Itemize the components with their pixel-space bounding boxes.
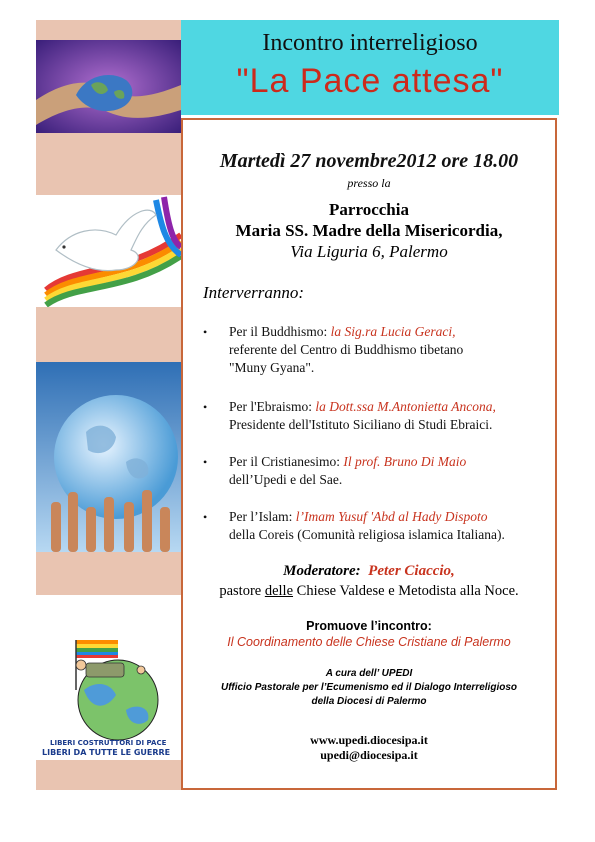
speaker-detail: dell’Upedi e del Sae.: [229, 472, 343, 487]
event-church: Maria SS. Madre della Misericordia,: [235, 221, 503, 240]
speaker-prefix: Per l’Islam:: [229, 509, 296, 524]
bullet-icon: •: [203, 455, 208, 469]
globe-hands-image: [36, 362, 181, 552]
curated-diocese: della Diocesi di Palermo: [311, 696, 427, 707]
speaker-name: Il prof. Bruno Di Maio: [343, 454, 467, 469]
illustration-caption-2: LIBERI COSTRUTTORI DI PACE: [50, 739, 167, 747]
curated-by: A cura dell’ UPEDI: [325, 668, 413, 679]
speaker-item: [203, 323, 553, 377]
event-details-box: [181, 118, 557, 790]
speaker-name: l’Imam Yusuf 'Abd al Hady Dispoto: [295, 509, 488, 524]
event-date: Martedì 27 novembre2012 ore 18.00: [219, 150, 519, 172]
illustration-caption: LIBERI DA TUTTE LE GUERRE: [42, 748, 171, 757]
header-title: "La Pace attesa": [236, 62, 504, 100]
event-presso: presso la: [347, 176, 391, 190]
hands-earth-image: [36, 40, 181, 133]
website-link[interactable]: www.upedi.diocesipa.it: [310, 733, 428, 747]
peace-illustration-image: [36, 595, 181, 760]
speaker-item: [203, 398, 553, 434]
promoter-name: Il Coordinamento delle Chiese Cristiane di Palermo: [227, 635, 511, 649]
bullet-icon: •: [203, 325, 208, 339]
speaker-detail: "Muny Gyana".: [229, 360, 315, 375]
email-link[interactable]: upedi@diocesipa.it: [320, 748, 418, 762]
moderator-role-underlined: delle: [264, 583, 294, 599]
moderator-role: [183, 583, 555, 600]
bullet-icon: •: [203, 400, 208, 414]
moderator-label: Moderatore:: [283, 563, 361, 579]
moderator-role-pre: pastore: [219, 583, 265, 599]
speaker-prefix: Per l'Ebraismo:: [229, 399, 316, 414]
flyer-header: [181, 20, 559, 115]
moderator-role-post: Chiese Valdese e Metodista alla Noce.: [293, 583, 519, 599]
event-address: Via Liguria 6, Palermo: [290, 242, 448, 261]
curated-office: Ufficio Pastorale per l’Ecumenismo ed il Dialogo Interreligioso: [221, 682, 517, 693]
speaker-item: [203, 453, 553, 489]
speaker-detail: della Coreis (Comunità religiosa islamica Italiana).: [229, 527, 505, 542]
speaker-detail: Presidente dell'Istituto Siciliano di Studi Ebraici.: [229, 417, 493, 432]
speaker-detail: referente del Centro di Buddhismo tibetano: [229, 342, 464, 357]
moderator-name: Peter Ciaccio,: [368, 563, 455, 579]
speaker-prefix: Per il Cristianesimo:: [229, 454, 344, 469]
speakers-heading: Interverranno:: [203, 283, 305, 302]
moderator-line: [183, 563, 555, 580]
speaker-name: la Sig.ra Lucia Geraci,: [330, 324, 456, 339]
dove-rainbow-image: [36, 195, 181, 307]
speaker-prefix: Per il Buddhismo:: [229, 324, 331, 339]
speaker-item: [203, 508, 553, 544]
header-subtitle: Incontro interreligioso: [262, 30, 478, 56]
promoter-label: Promuove l’incontro:: [306, 619, 432, 633]
bullet-icon: •: [203, 510, 208, 524]
event-parrocchia: Parrocchia: [329, 200, 409, 219]
speaker-name: la Dott.ssa M.Antonietta Ancona,: [315, 399, 496, 414]
